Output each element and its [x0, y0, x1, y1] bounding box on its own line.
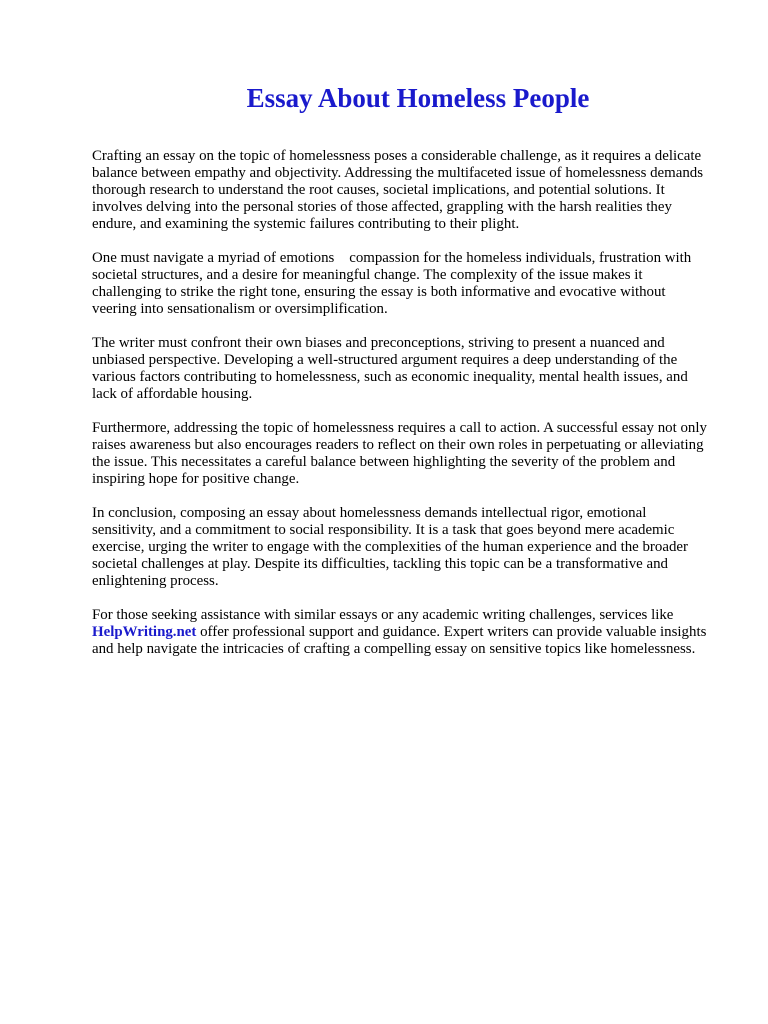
assistance-text-before: For those seeking assistance with similar essays or any academic writing challenges, services like	[92, 607, 674, 623]
paragraph-biases: The writer must confront their own biases and preconceptions, striving to present a nuanced and unbiased perspective. Developing a well-structured argument requires a deep understanding of the various factors contributing to homelessness, such as economic inequality, mental health issues, and lack of affordable housing.	[92, 335, 688, 402]
paragraph-conclusion: In conclusion, composing an essay about homelessness demands intellectual rigor, emotional sensitivity, and a commitment to social responsibility. It is a task that goes beyond mere academic exercise, urging the writer to engage with the complexities of the human experience and the broader societal challenges at play. Despite its difficulties, tackling this topic can be a transformative and enlightening process.	[92, 505, 688, 589]
paragraph-call-to-action: Furthermore, addressing the topic of homelessness requires a call to action. A successful essay not only raises awareness but also encourages readers to reflect on their own roles in perpetuating or alleviating the issue. This necessitates a careful balance between highlighting the severity of the problem and inspiring hope for positive change.	[92, 420, 707, 487]
page-title: Essay About Homeless People	[246, 83, 590, 113]
paragraph-intro: Crafting an essay on the topic of homelessness poses a considerable challenge, as it requires a delicate balance between empathy and objectivity. Addressing the multifaceted issue of homelessness demands thorough research to understand the root causes, societal implications, and potential solutions. It involves delving into the personal stories of those affected, grappling with the harsh realities they endure, and examining the systemic failures contributing to their plight.	[92, 148, 704, 232]
paragraph-assistance	[92, 607, 708, 658]
assistance-text-after: offer professional support and guidance. Expert writers can provide valuable insights and help navigate the intricacies of crafting a compelling essay on sensitive topics like homelessness.	[92, 624, 707, 657]
paragraph-emotions: One must navigate a myriad of emotions compassion for the homeless individuals, frustration with societal structures, and a desire for meaningful change. The complexity of the issue makes it challenging to strike the right tone, ensuring the essay is both informative and evocative without veering into sensationalism or oversimplification.	[92, 250, 695, 317]
helpwriting-link[interactable]: HelpWriting.net	[92, 624, 197, 640]
